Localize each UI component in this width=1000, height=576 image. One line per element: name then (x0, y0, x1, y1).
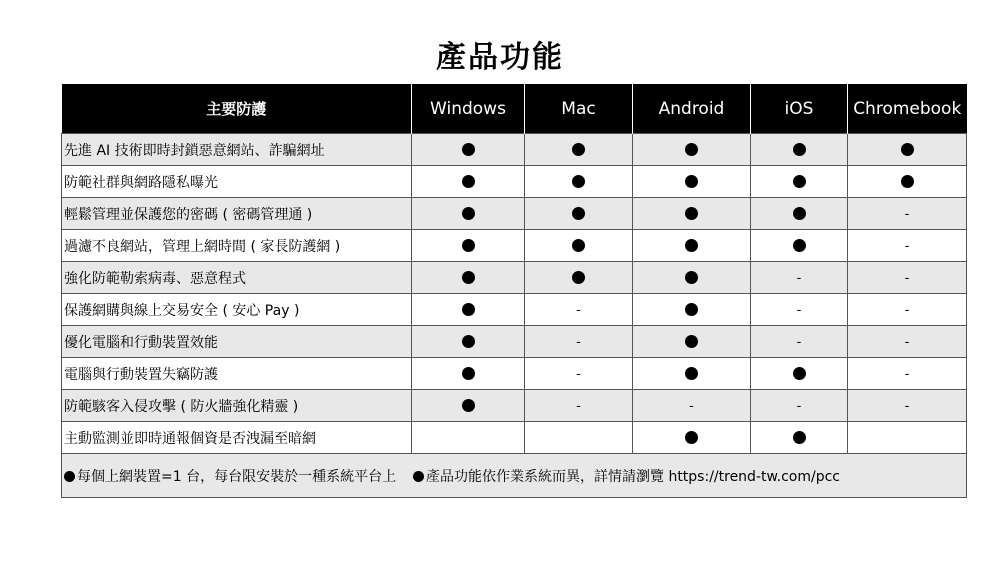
supported-dot-icon (685, 175, 698, 188)
supported-dot-icon (685, 143, 698, 156)
support-cell (633, 230, 751, 262)
support-cell (633, 358, 751, 390)
support-cell (412, 326, 525, 358)
support-cell (525, 390, 633, 422)
support-cell (412, 134, 525, 166)
support-cell (848, 166, 967, 198)
support-cell (525, 198, 633, 230)
supported-dot-icon (685, 367, 698, 380)
feature-label: 電腦與行動裝置失竊防護 (62, 358, 412, 390)
support-cell (848, 198, 967, 230)
feature-label: 保護網購與線上交易安全 ( 安心 Pay ) (62, 294, 412, 326)
support-cell (751, 198, 848, 230)
table-row (62, 166, 967, 198)
support-cell (412, 166, 525, 198)
supported-dot-icon (462, 303, 475, 316)
support-cell (412, 294, 525, 326)
header-chromebook: Chromebook (848, 84, 967, 134)
bullet-icon (413, 471, 424, 482)
table-row (62, 198, 967, 230)
support-cell (848, 294, 967, 326)
support-cell (751, 390, 848, 422)
footnote-2: 產品功能依作業系統而異，詳情請瀏覽 https://trend-tw.com/pcc (426, 468, 840, 485)
supported-dot-icon (462, 271, 475, 284)
supported-dot-icon (462, 399, 475, 412)
support-cell (633, 134, 751, 166)
support-cell (848, 134, 967, 166)
support-cell (412, 358, 525, 390)
supported-dot-icon (572, 175, 585, 188)
unsupported-dash: - (904, 206, 910, 222)
feature-label: 過濾不良網站，管理上網時間 ( 家長防護網 ) (62, 230, 412, 262)
supported-dot-icon (685, 239, 698, 252)
support-cell (633, 166, 751, 198)
unsupported-dash: - (576, 398, 581, 414)
header-mac: Mac (525, 84, 633, 134)
unsupported-dash: - (904, 398, 910, 414)
unsupported-dash: - (904, 270, 910, 286)
unsupported-dash: - (576, 334, 581, 350)
footnote-cell (62, 454, 967, 498)
support-cell (848, 358, 967, 390)
supported-dot-icon (462, 335, 475, 348)
support-cell (751, 326, 848, 358)
support-cell (848, 262, 967, 294)
supported-dot-icon (793, 143, 806, 156)
feature-label: 防範社群與網路隱私曝光 (62, 166, 412, 198)
support-cell (412, 390, 525, 422)
supported-dot-icon (572, 239, 585, 252)
support-cell (525, 294, 633, 326)
support-cell (848, 326, 967, 358)
footnote-1: 每個上網裝置=1 台，每台限安裝於一種系統平台上 (77, 468, 397, 485)
support-cell (633, 390, 751, 422)
support-cell (412, 198, 525, 230)
support-cell (525, 262, 633, 294)
support-cell (633, 294, 751, 326)
table-row (62, 390, 967, 422)
unsupported-dash: - (796, 270, 802, 286)
support-cell (525, 166, 633, 198)
header-windows: Windows (412, 84, 525, 134)
page-title: 產品功能 (436, 40, 564, 75)
feature-label: 優化電腦和行動裝置效能 (62, 326, 412, 358)
support-cell (751, 230, 848, 262)
feature-label: 主動監測並即時通報個資是否洩漏至暗網 (62, 422, 412, 454)
support-cell (412, 230, 525, 262)
support-cell (751, 294, 848, 326)
supported-dot-icon (793, 239, 806, 252)
table-header-row (62, 84, 967, 134)
supported-dot-icon (685, 271, 698, 284)
table-row (62, 358, 967, 390)
support-cell (633, 422, 751, 454)
header-feature: 主要防護 (62, 84, 412, 134)
supported-dot-icon (793, 431, 806, 444)
supported-dot-icon (572, 207, 585, 220)
supported-dot-icon (462, 239, 475, 252)
table-row (62, 422, 967, 454)
supported-dot-icon (462, 143, 475, 156)
support-cell (525, 326, 633, 358)
supported-dot-icon (462, 367, 475, 380)
support-cell (848, 230, 967, 262)
support-cell (525, 134, 633, 166)
feature-label: 輕鬆管理並保護您的密碼 ( 密碼管理通 ) (62, 198, 412, 230)
support-cell (633, 262, 751, 294)
table-row (62, 230, 967, 262)
supported-dot-icon (793, 367, 806, 380)
unsupported-dash: - (904, 302, 910, 318)
table-row (62, 326, 967, 358)
unsupported-dash: - (796, 334, 802, 350)
unsupported-dash: - (689, 398, 694, 414)
support-cell (412, 262, 525, 294)
supported-dot-icon (462, 175, 475, 188)
support-cell (848, 422, 967, 454)
table-row (62, 294, 967, 326)
footnote-row (62, 454, 967, 498)
support-cell (751, 358, 848, 390)
support-cell (751, 262, 848, 294)
header-ios: iOS (751, 84, 848, 134)
unsupported-dash: - (904, 334, 910, 350)
table-row (62, 134, 967, 166)
feature-comparison-table (61, 84, 967, 498)
supported-dot-icon (685, 207, 698, 220)
unsupported-dash: - (796, 398, 802, 414)
table-body (62, 134, 967, 454)
supported-dot-icon (572, 143, 585, 156)
bullet-icon (64, 471, 75, 482)
support-cell (412, 422, 525, 454)
support-cell (751, 134, 848, 166)
unsupported-dash: - (796, 302, 802, 318)
supported-dot-icon (901, 143, 914, 156)
support-cell (751, 422, 848, 454)
supported-dot-icon (462, 207, 475, 220)
supported-dot-icon (901, 175, 914, 188)
supported-dot-icon (793, 175, 806, 188)
header-android: Android (633, 84, 751, 134)
unsupported-dash: - (904, 366, 910, 382)
supported-dot-icon (793, 207, 806, 220)
unsupported-dash: - (576, 366, 581, 382)
support-cell (525, 422, 633, 454)
support-cell (525, 230, 633, 262)
support-cell (633, 326, 751, 358)
support-cell (525, 358, 633, 390)
support-cell (633, 198, 751, 230)
support-cell (848, 390, 967, 422)
unsupported-dash: - (904, 238, 910, 254)
feature-label: 防範駭客入侵攻擊 ( 防火牆強化精靈 ) (62, 390, 412, 422)
feature-label: 強化防範勒索病毒、惡意程式 (62, 262, 412, 294)
feature-label: 先進 AI 技術即時封鎖惡意網站、詐騙網址 (62, 134, 412, 166)
table-row (62, 262, 967, 294)
unsupported-dash: - (576, 302, 581, 318)
supported-dot-icon (572, 271, 585, 284)
support-cell (751, 166, 848, 198)
supported-dot-icon (685, 335, 698, 348)
supported-dot-icon (685, 431, 698, 444)
supported-dot-icon (685, 303, 698, 316)
